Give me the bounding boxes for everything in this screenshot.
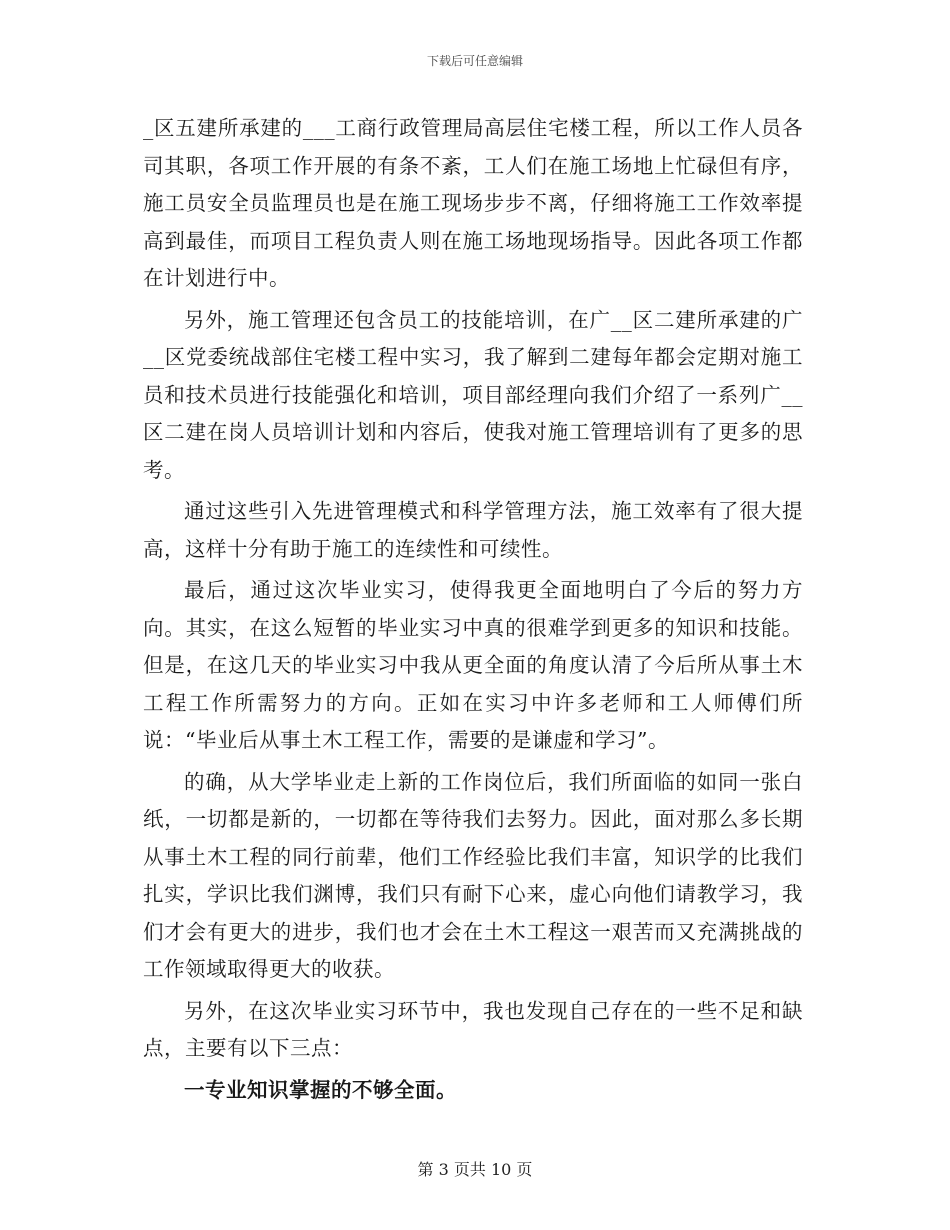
paragraph-conclusion: 最后，通过这次毕业实习，使得我更全面地明白了今后的努力方向。其实，在这么短暂的毕业实习中真的很难学到更多的知识和技能。但是，在这几天的毕业实习中我从更全面的角度认清了今后所从事土木工程工作所需努力的方向。正如在实习中许多老师和工人师傅们所说：“毕业后从事土木工程工作，需要的是谦虚和学习”。 — [143, 578, 803, 752]
paragraph-continuation: _区五建所承建的___工商行政管理局高层住宅楼工程，所以工作人员各司其职，各项工作开展的有条不紊，工人们在施工场地上忙碌但有序，施工员安全员监理员也是在施工现场步步不离，仔细将施工工作效率提高到最佳，而项目工程负责人则在施工场地现场指导。因此各项工作都在计划进行中。 — [143, 116, 803, 290]
document-body — [143, 110, 803, 1113]
paragraph-efficiency: 通过这些引入先进管理模式和科学管理方法，施工效率有了很大提高，这样十分有助于施工的连续性和可续性。 — [143, 499, 803, 561]
paragraph-training: 另外，施工管理还包含员工的技能培训，在广__区二建所承建的广__区党委统战部住宅楼工程中实习，我了解到二建每年都会定期对施工员和技术员进行技能强化和培训，项目部经理向我们介绍了一系列广__区二建在岗人员培训计划和内容后，使我对施工管理培训有了更多的思考。 — [143, 307, 803, 482]
paragraph-new-job: 的确，从大学毕业走上新的工作岗位后，我们所面临的如同一张白纸，一切都是新的，一切都在等待我们去努力。因此，面对那么多长期从事土木工程的同行前辈，他们工作经验比我们丰富，知识学的比我们扎实，学识比我们渊博，我们只有耐下心来，虚心向他们请教学习，我们才会有更大的进步，我们也才会在土木工程这一艰苦而又充满挑战的工作领域取得更大的收获。 — [143, 769, 803, 981]
page-footer: 第 3 页共 10 页 — [417, 1160, 533, 1179]
page-header: 下载后可任意编辑 — [426, 54, 523, 68]
section-heading-knowledge: 一专业知识掌握的不够全面。 — [184, 1077, 457, 1102]
paragraph-shortcomings: 另外，在这次毕业实习环节中，我也发现自己存在的一些不足和缺点，主要有以下三点： — [143, 998, 803, 1060]
